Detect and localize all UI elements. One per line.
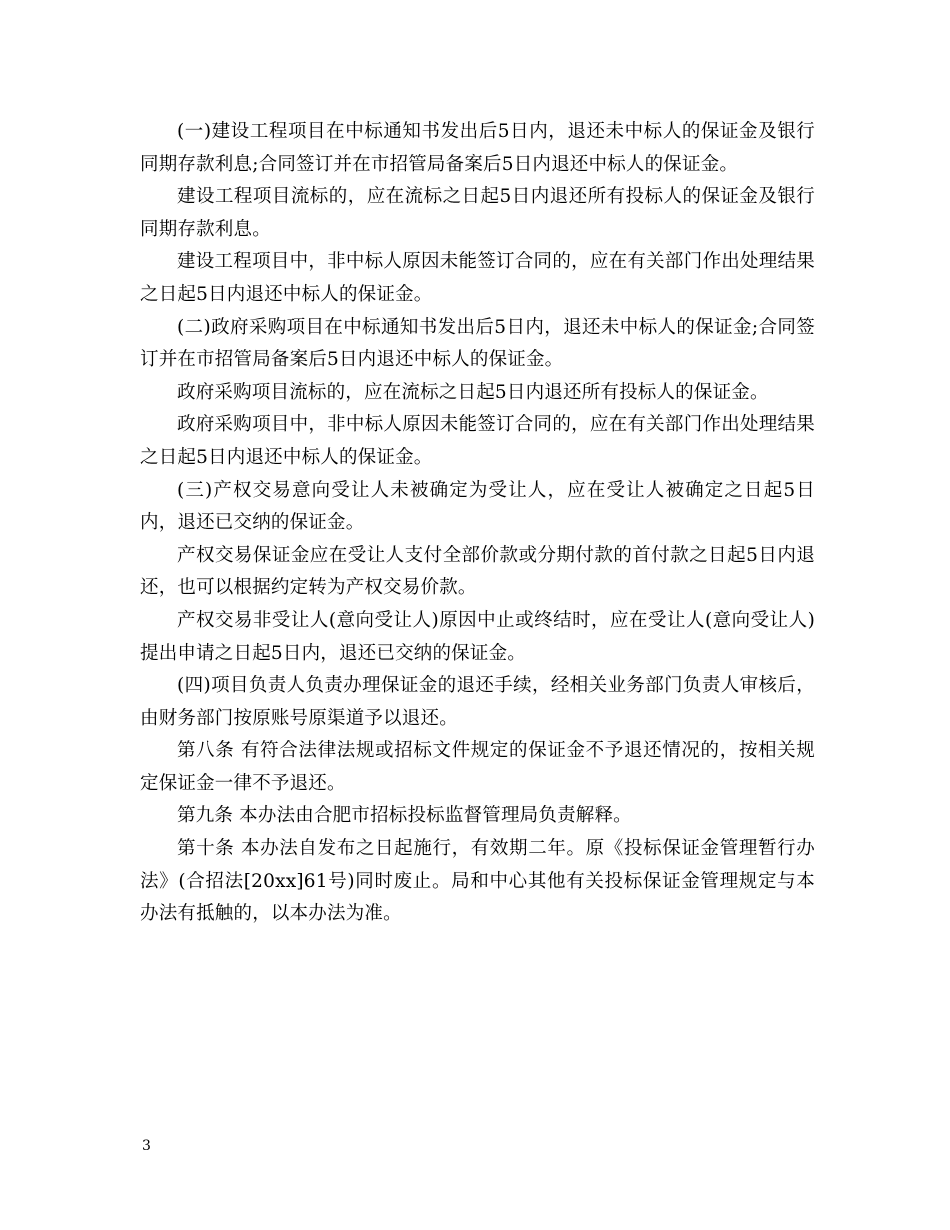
paragraph-2: 建设工程项目流标的，应在流标之日起5日内退还所有投标人的保证金及银行同期存款利息。 bbox=[140, 186, 815, 240]
document-body bbox=[140, 116, 815, 931]
paragraph-5: 政府采购项目流标的，应在流标之日起5日内退还所有投标人的保证金。 bbox=[177, 381, 769, 403]
paragraph-6: 政府采购项目中，非中标人原因未能签订合同的，应在有关部门作出处理结果之日起5日内退还中标人的保证金。 bbox=[140, 414, 815, 468]
page-number: 3 bbox=[142, 1138, 151, 1154]
paragraph-4: (二)政府采购项目在中标通知书发出后5日内，退还未中标人的保证金;合同签订并在市招管局备案后5日内退还中标人的保证金。 bbox=[140, 316, 815, 371]
paragraph-1: (一)建设工程项目在中标通知书发出后5日内，退还未中标人的保证金及银行同期存款利息;合同签订并在市招管局备案后5日内退还中标人的保证金。 bbox=[140, 121, 815, 175]
paragraph-10: (四)项目负责人负责办理保证金的退还手续，经相关业务部门负责人审核后，由财务部门按原账号原渠道予以退还。 bbox=[140, 675, 815, 729]
paragraph-3: 建设工程项目中，非中标人原因未能签订合同的，应在有关部门作出处理结果之日起5日内退还中标人的保证金。 bbox=[140, 251, 815, 305]
paragraph-8: 产权交易保证金应在受让人支付全部价款或分期付款的首付款之日起5日内退还，也可以根据约定转为产权交易价款。 bbox=[140, 544, 815, 599]
article-10-paragraph: 第十条 本办法自发布之日起施行，有效期二年。原《投标保证金管理暂行办法》(合招法[20xx]61号)同时废止。局和中心其他有关投标保证金管理规定与本办法有抵触的，以本办法为准。 bbox=[140, 838, 815, 925]
paragraph-9: 产权交易非受让人(意向受让人)原因中止或终结时，应在受让人(意向受让人)提出申请之日起5日内，退还已交纳的保证金。 bbox=[140, 609, 815, 664]
article-8-paragraph: 第八条 有符合法律法规或招标文件规定的保证金不予退还情况的，按相关规定保证金一律不予退还。 bbox=[140, 740, 815, 794]
article-9-paragraph: 第九条 本办法由合肥市招标投标监督管理局负责解释。 bbox=[177, 805, 632, 827]
paragraph-7: (三)产权交易意向受让人未被确定为受让人，应在受让人被确定之日起5日内，退还已交纳的保证金。 bbox=[140, 479, 815, 534]
